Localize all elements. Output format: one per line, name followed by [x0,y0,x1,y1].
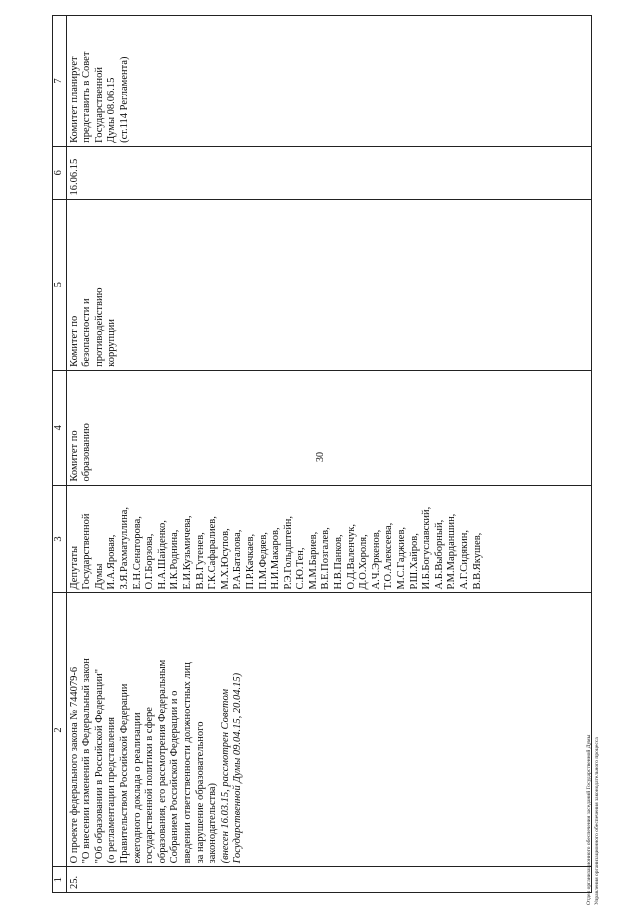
author-line: Д.О.Хороля, [358,534,370,590]
authors-cell [66,485,591,593]
author-line: М.С.Гаджиев, [396,526,408,590]
co-committee-line: противодействию [93,287,105,367]
bill-text-line: "Об образовании в Российской Федерации" [93,668,105,864]
author-line: Е.И.Кузьмичева, [181,515,193,590]
col-header-5: 5 [53,199,67,370]
bill-text [69,596,220,863]
author-line: Р.Ш.Хайров, [408,533,420,590]
col-header-4: 4 [53,370,67,485]
col-header-2: 2 [53,593,67,867]
co-committee-line: безопасности и [81,298,93,367]
decision-line: (ст.114 Регламента) [118,56,130,143]
author-line: Депутаты [68,545,80,590]
bill-description [66,593,591,867]
author-line: Н.А.Шайденко, [156,520,168,590]
author-line: А.Ч.Эркенов, [370,529,382,590]
committee-line: образованию [81,423,93,482]
author-line: Н.В.Панков, [333,534,345,590]
author-line: Т.О.Алексеева, [383,522,395,590]
co-executor-committee [69,203,119,367]
author-line: М.Х.Юсупов, [219,528,231,590]
footer-line: Управления организационного обеспечения законодательного процесса [594,737,600,905]
author-line: П.Р.Качкаев, [244,533,256,590]
author-line: А.Г.Сидякин, [459,530,470,590]
author-line: П.М.Федяев, [257,532,269,590]
author-line: М.М.Бариев, [307,531,319,590]
author-line: И.К.Роднина, [169,529,181,590]
bill-note-line: Государственной Думы 09.04.15, 20.04.15) [232,672,244,864]
bill-text-line: Правительством Российской Федерации [118,683,130,864]
table-row [66,16,591,893]
rotated-sheet [40,0,620,905]
footer-line: Отдел организационного обеспечения заседаний Государственной Думы [586,734,592,905]
responsible-committee [69,374,94,482]
author-line: Думы [93,563,105,590]
author-line: Р.Э.Гольдштейн, [282,515,294,590]
bill-text-line: государственной политики в сфере [144,707,156,864]
bill-note [220,596,245,863]
co-committee-line: коррупции [106,318,118,367]
author-line: В.В.Якушев, [471,532,483,590]
decision-line: Государственной [93,66,105,143]
decision-text [69,19,132,143]
co-committee-cell [66,199,591,370]
decision-line: Думы 08.06.15 [106,77,118,143]
date-cell: 16.06.15 [66,146,591,199]
author-line: А.Б.Выборный, [433,519,445,590]
bill-text-line: законодательства) [207,782,219,864]
author-line: Р.М.Марданшин, [446,513,458,590]
bill-text-line: О проекте федерального закона № 744079-6 [68,666,80,864]
author-line: С.Ю.Тен, [295,547,307,590]
author-line: И.Б.Богуславский, [421,506,433,590]
footer-text [585,575,601,905]
author-line: Государственной [81,513,93,590]
col-header-3: 3 [53,485,67,593]
author-line: Е.Н.Сенаторова, [131,516,143,590]
bill-text-line: "О внесении изменений в Федеральный закон [81,658,93,864]
decision-cell [66,16,591,147]
author-line: О.Д.Валенчук, [345,523,357,590]
committee-cell [66,370,591,485]
col-header-7: 7 [53,16,67,147]
co-committee-line: Комитет по [68,315,80,367]
authors-list [69,489,485,590]
author-line: В.В.Гутенев, [194,532,206,590]
author-line: И.А.Яровая, [106,534,118,590]
page-number: 30 [315,452,326,462]
bill-text-line: введении ответственности должностных лиц [181,662,193,864]
bill-text-line: за нарушение образовательного [194,721,206,864]
footer [585,575,601,905]
author-line: Н.И.Макаров, [270,527,282,590]
col-header-6: 6 [53,146,67,199]
bill-text-line: (о регламентации представления [106,717,118,864]
committee-line: Комитет по [68,430,80,482]
decision-line: Комитет планирует [68,56,80,143]
col-header-1: 1 [53,867,67,893]
author-line: З.Я.Рахматуллина, [118,507,130,590]
author-line: Г.К.Сафаралиев, [207,516,219,590]
bill-text-line: образования, его рассмотрения Федеральным [156,659,168,864]
author-line: В.Е.Позгалев, [320,527,332,590]
bills-table [52,15,592,893]
bill-text-line: Собранием Российской Федерации и о [169,690,181,864]
row-number: 25. [66,867,591,893]
column-number-row [53,16,67,893]
author-line: О.Г.Борзова, [144,533,156,590]
bill-text-line: ежегодного доклада о реализации [131,712,143,864]
author-line: Р.А.Баталова, [232,529,244,590]
decision-line: представить в Совет [81,51,93,143]
bill-note-line: (внесен 16.03.15, рассмотрен Советом [219,688,231,864]
